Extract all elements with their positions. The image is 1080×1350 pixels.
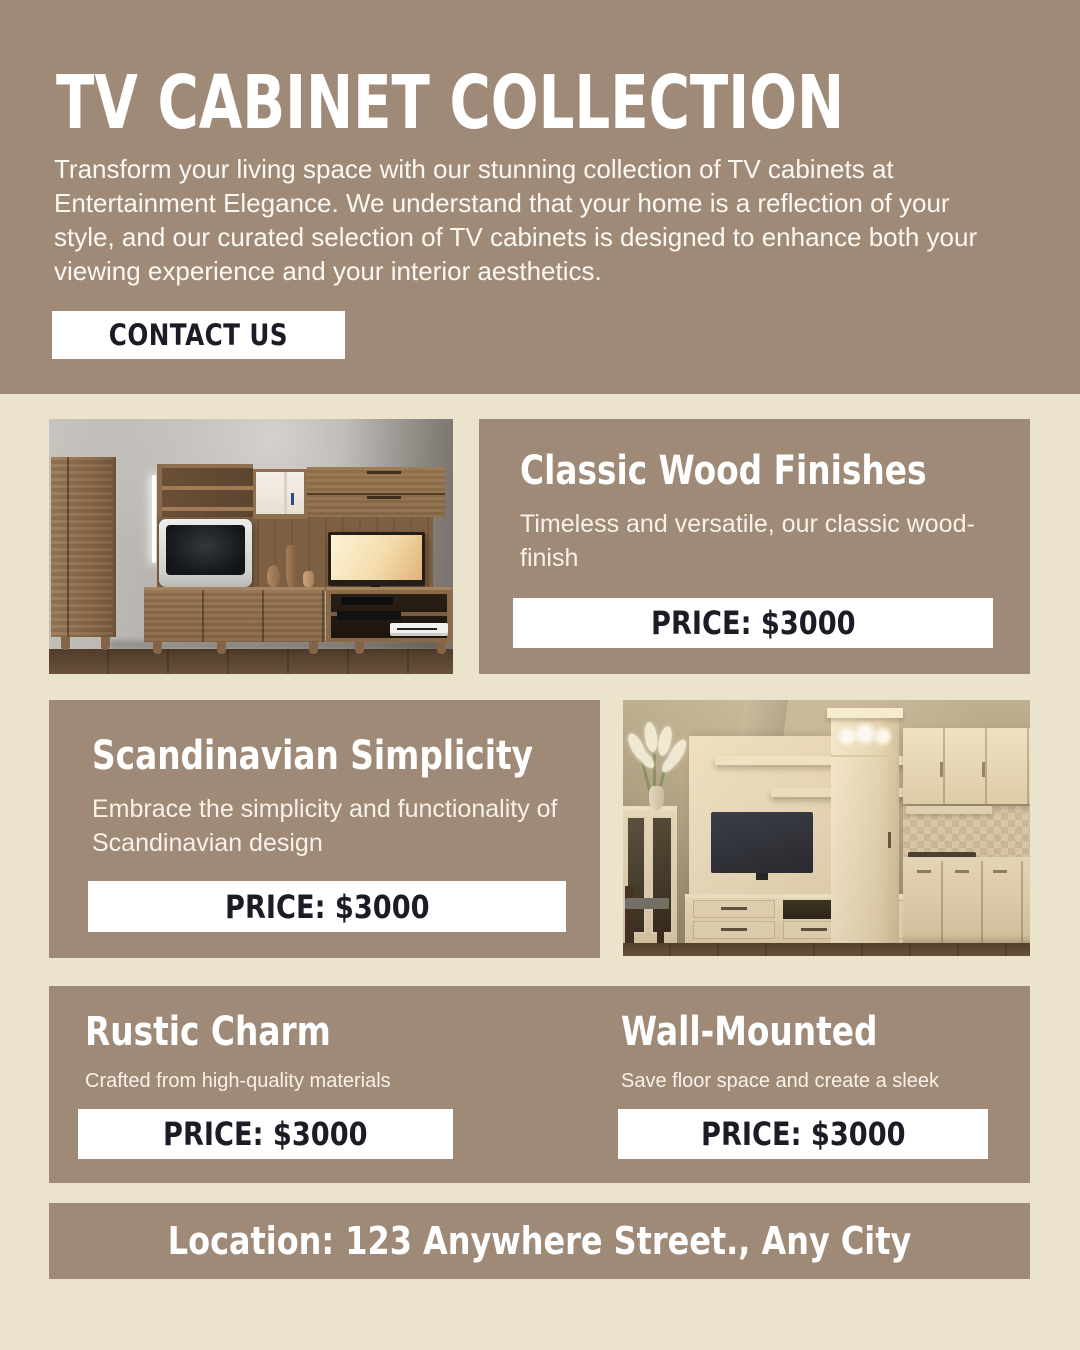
photo1-av-receiver (341, 597, 393, 605)
photo2-flat-tv (711, 812, 813, 873)
photo2-kitchen-upper-cabinets (903, 728, 1030, 804)
photo2-chair-seat (625, 898, 669, 909)
price-label: PRICE: $3000 (700, 1115, 906, 1153)
contact-us-button[interactable] (52, 311, 345, 359)
photo1-vase (267, 565, 280, 587)
card-title: Wall-Mounted (621, 1009, 878, 1055)
scandinavian-photo (623, 700, 1030, 956)
card-title: Classic Wood Finishes (520, 448, 927, 494)
photo1-vase (286, 545, 297, 587)
photo1-cabinet-leg (217, 642, 226, 654)
classic-wood-card (479, 419, 1030, 674)
photo1-flat-tv-screen (331, 535, 422, 580)
price-label: PRICE: $3000 (163, 1115, 368, 1153)
photo2-cabinet-cornice (827, 708, 903, 718)
photo2-kitchen-lower-cabinets (903, 861, 1030, 943)
photo1-cabinet-leg (153, 642, 162, 654)
photo1-cabinet-leg (437, 642, 446, 654)
photo2-vase (649, 786, 664, 810)
photo2-drawer (693, 900, 775, 918)
photo1-dvd-slot (397, 628, 437, 630)
price-badge (78, 1109, 453, 1159)
photo1-sideboard (144, 587, 325, 642)
page-title: TV CABINET COLLECTION (56, 60, 845, 146)
photo2-floor (623, 943, 1030, 956)
bottom-cards-panel (49, 986, 1030, 1183)
price-badge (513, 598, 993, 648)
photo1-wardrobe-leg (61, 637, 70, 650)
photo1-led-light-strip (152, 475, 156, 563)
location-text: Location: 123 Anywhere Street., Any City (167, 1219, 912, 1263)
price-badge (88, 881, 566, 932)
intro-paragraph: Transform your living space with our stunning collection of TV cabinets at Entertainment Elegance. We understand that your home is a reflection of your style, and our curated selection of TV cabinets is designed to enhance both your viewing experience and your interior aesthetics. (54, 154, 978, 286)
photo1-wardrobe-door-seam (67, 457, 69, 637)
photo1-cabinet-leg (309, 642, 318, 654)
photo1-wardrobe-leg (101, 637, 110, 650)
photo2-cabinet-lights (837, 722, 893, 748)
photo1-floor (49, 649, 453, 674)
header-section (0, 0, 1080, 394)
photo1-tall-wardrobe (51, 457, 116, 637)
photo2-drawer (693, 921, 775, 939)
card-description: Save floor space and create a sleek (621, 1070, 939, 1092)
card-description: Crafted from high-quality materials (85, 1070, 391, 1092)
photo2-range-hood (906, 806, 992, 814)
photo1-cabinet-leg (355, 642, 364, 654)
photo1-open-shelf-column (157, 464, 253, 522)
price-label: PRICE: $3000 (224, 887, 430, 926)
location-footer-bar (49, 1203, 1030, 1279)
classic-wood-photo (49, 419, 453, 674)
contact-us-label: CONTACT US (108, 318, 289, 352)
scandinavian-card (49, 700, 600, 958)
card-title: Scandinavian Simplicity (92, 733, 534, 779)
photo2-tv-mount (756, 873, 768, 880)
photo1-vase (303, 571, 314, 587)
card-title: Rustic Charm (85, 1009, 331, 1055)
price-label: PRICE: $3000 (650, 604, 856, 642)
photo1-av-receiver (337, 611, 401, 620)
card-description: Embrace the simplicity and functionality of Scandinavian design (92, 795, 558, 857)
photo1-white-cubby (253, 469, 307, 519)
photo2-tall-cabinet (831, 714, 899, 944)
card-description: Timeless and versatile, our classic wood-finish (520, 510, 975, 572)
photo1-upper-cabinet (307, 467, 445, 517)
price-badge (618, 1109, 988, 1159)
photo1-crt-screen (166, 525, 245, 575)
